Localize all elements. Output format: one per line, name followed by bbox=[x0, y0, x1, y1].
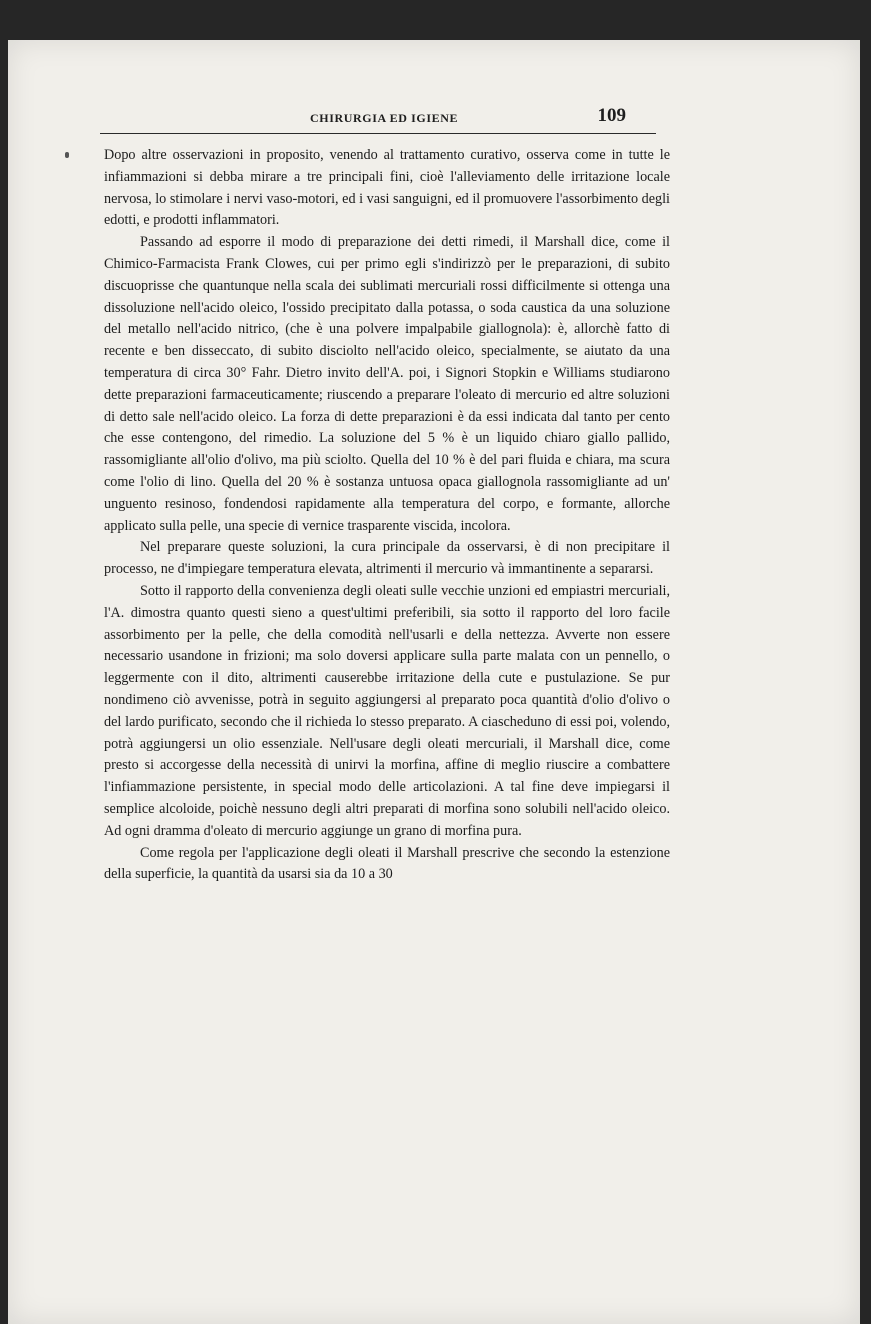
header-rule bbox=[100, 133, 656, 134]
paragraph: Dopo altre osservazioni in proposito, venendo al trattamento curativo, osserva come in tutte le infiammazioni si debba mirare a tre principali fini, cioè l'alleviamento delle irritazione locale nervosa, lo stimolare i nervi vaso-motori, ed i vasi sanguigni, ed il promuovere l'assorbimento degli edotti, e prodotti inflammatori. bbox=[104, 147, 670, 229]
running-header bbox=[100, 105, 652, 131]
paragraph: Passando ad esporre il modo di preparazione dei detti rimedi, il Marshall dice, come il Chimico-Farmacista Frank Clowes, cui per primo egli s'indirizzò per le preparazioni, di subito discuoprisse che quantunque nella scala dei sublimati mercuriali rossi difficilmente si ottenga una dissoluzione nell'acido oleico, l'ossido precipitato dalla potassa, o soda caustica da una soluzione del metallo nell'acido nitrico, (che è una polvere impalpabile giallognola): è, allorchè fatto di recente e ben disseccato, di subito disciolto nell'acido oleico, specialmente, se aiutato da una temperatura di circa 30° Fahr. Dietro invito dell'A. poi, i Signori Stopkin e Williams studiarono dette preparazioni farmaceuticamente; riuscendo a preparare l'oleato di mercurio ed altre soluzioni di detto sale nell'acido oleico. La forza di dette preparazioni è da essi indicata dal tanto per cento che esse contengono, del rimedio. La soluzione del 5 % è un liquido chiaro giallo pallido, rassomigliante all'olio d'olivo, ma più sciolto. Quella del 10 % è del pari fluida e chiara, ma scura come l'olio di lino. Quella del 20 % è sostanza untuosa opaca giallognola rassomigliante ad un' unguento resinoso, fondendosi rapidamente alla temperatura del corpo, e formante, allorche applicato sulla pelle, una specie di vernice trasparente viscida, incolora. bbox=[104, 234, 670, 534]
body-text bbox=[104, 145, 670, 886]
running-title: CHIRURGIA ED IGIENE bbox=[310, 111, 459, 125]
margin-mark bbox=[65, 152, 69, 158]
page-number: 109 bbox=[597, 105, 626, 126]
paragraph: Nel preparare queste soluzioni, la cura principale da osservarsi, è di non precipitare il processo, ne d'impiegare temperatura elevata, altrimenti il mercurio và immantinente a separarsi. bbox=[104, 539, 670, 578]
paragraph: Sotto il rapporto della convenienza degli oleati sulle vecchie unzioni ed empiastri mercuriali, l'A. dimostra quanto questi sieno a quest'ultimi preferibili, sia sotto il rapporto del loro facile assorbimento per la pelle, che della comodità nell'usarli e della nettezza. Avverte non essere necessario usandone in frizioni; ma solo doversi applicare sulla parte malata con un pennello, o leggermente con il dito, altrimenti causerebbe irritazione della cute e pustulazione. Se pur nondimeno ciò avvenisse, potrà in seguito aggiungersi al preparato poca quantità d'olio d'olivo o del lardo purificato, secondo che il richieda lo stesso preparato. A ciascheduno di essi poi, volendo, potrà aggiungersi un olio essenziale. Nell'usare degli oleati mercuriali, il Marshall dice, come presto si accorgesse della necessità di unirvi la morfina, affine di meglio riuscire a combattere l'infiammazione persistente, in special modo delle articolazioni. A tal fine deve impiegarsi il semplice alcoloide, poichè nessuno degli altri preparati di morfina sono solubili nell'acido oleico. Ad ogni dramma d'oleato di mercurio aggiunge un grano di morfina pura. bbox=[104, 582, 670, 839]
paragraph: Come regola per l'applicazione degli oleati il Marshall prescrive che secondo la estenzione della superficie, la quantità da usarsi sia da 10 a 30 bbox=[104, 844, 670, 883]
